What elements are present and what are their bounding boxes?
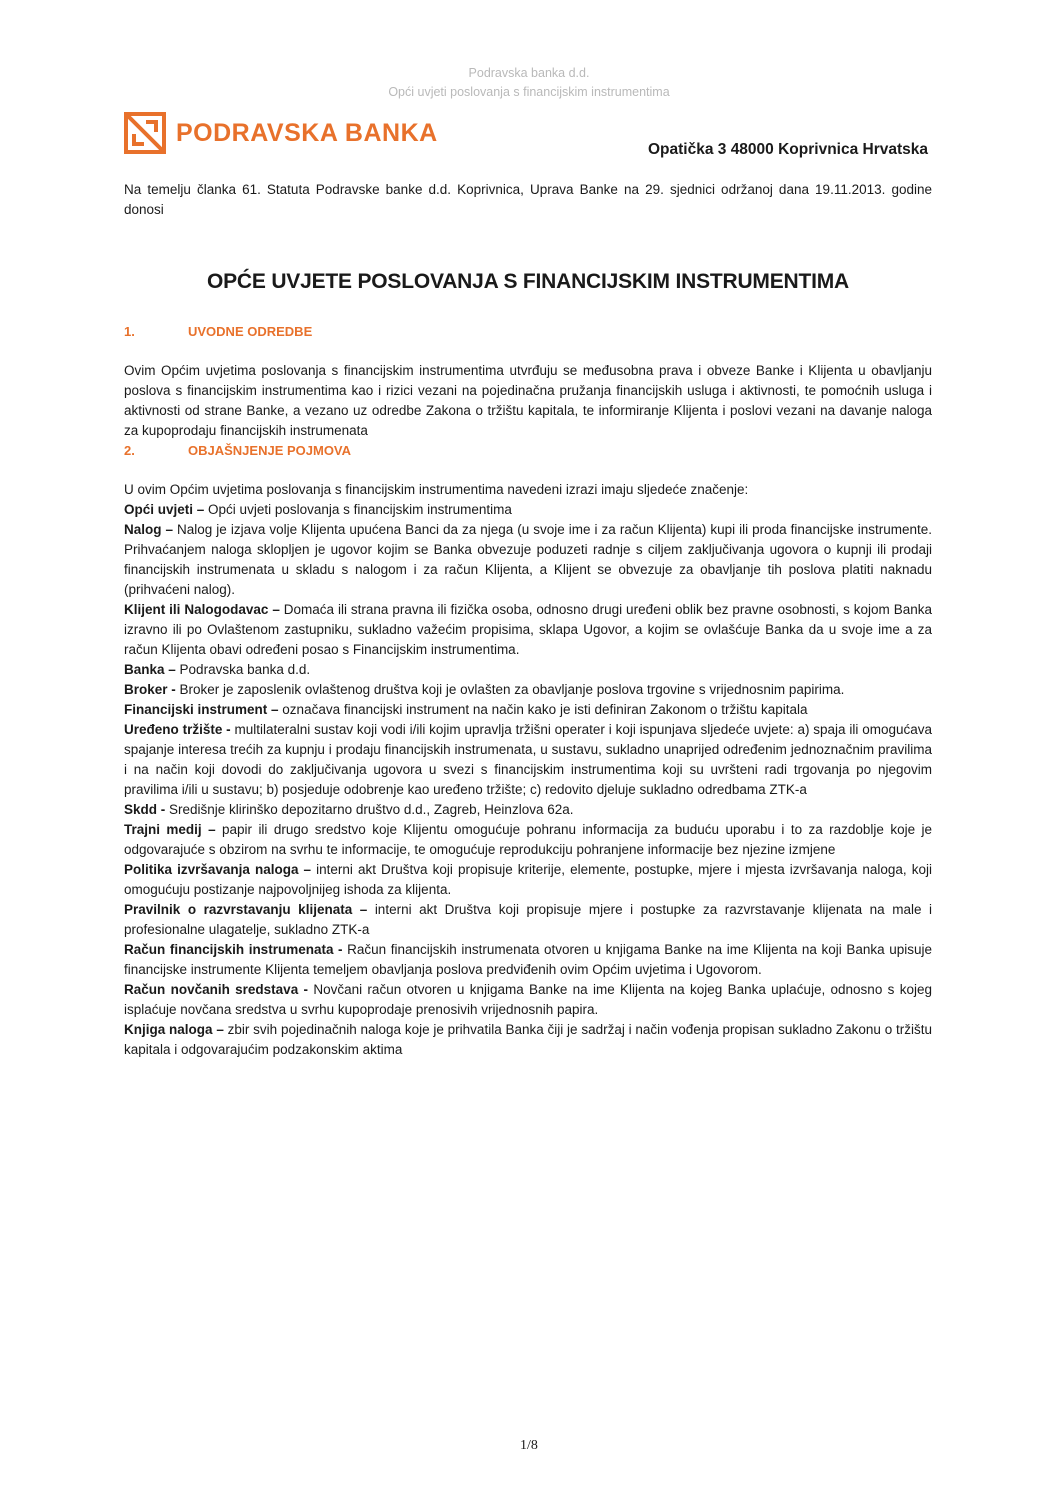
intro-paragraph: Na temelju članka 61. Statuta Podravske banke d.d. Koprivnica, Uprava Banke na 29. sjednici održanoj dana 19.11.2013. godine donosi [124, 182, 932, 217]
definition-term: Klijent ili Nalogodavac [124, 602, 269, 617]
definition-separator: – [267, 702, 283, 717]
running-header-bank: Podravska banka d.d. [468, 66, 590, 80]
definition-separator: - [167, 682, 180, 697]
definition-text: Središnje klirinško depozitarno društvo d.d., Zagreb, Heinzlova 62a. [169, 802, 574, 817]
definition-separator: – [212, 1022, 228, 1037]
definition-separator: - [222, 722, 235, 737]
definition-term: Račun novčanih sredstava [124, 982, 299, 997]
definition-item [124, 680, 932, 700]
definition-separator: – [201, 822, 223, 837]
definition-separator: – [193, 502, 209, 517]
definition-separator: – [164, 662, 180, 677]
definition-text: zbir svih pojedinačnih naloga koje je prihvatila Banka čiji je sadržaj i način vođenja propisan sukladno Zakonu o tržištu kapitala i odgovarajućim podzakonskim aktima [124, 1022, 933, 1057]
podravska-banka-logo-icon [124, 112, 166, 154]
definition-term: Banka [124, 662, 165, 677]
definition-term: Skdd [124, 802, 158, 817]
section-title: OBJAŠNJENJE POJMOVA [188, 443, 352, 458]
definition-separator: – [161, 522, 178, 537]
definition-separator: - [157, 802, 170, 817]
definition-separator: – [352, 902, 375, 917]
definition-text: interni akt Društva koji propisuje mjere i postupke za razvrstavanje klijenata na male i profesionalne ulagatelje, sukladno ZTK-a [124, 902, 933, 937]
definition-item [124, 860, 932, 900]
running-header-doc: Opći uvjeti poslovanja s financijskim instrumentima [388, 85, 670, 99]
definition-item [124, 520, 932, 600]
definition-term: Broker [124, 682, 168, 697]
document-body [124, 180, 932, 1060]
section-number: 2. [124, 443, 135, 458]
definition-text: papir ili drugo sredstvo koje Klijentu omogućuje pohranu informacija za buduću uporabu i to za razdoblje koje je odgovarajuće s obzirom na svrhu te informacije, te omogućuje reprodukciju pohranjene informacije bez njezine izmjene [124, 822, 933, 857]
definition-item [124, 600, 932, 660]
definition-separator: – [268, 602, 284, 617]
definition-text: Opći uvjeti poslovanja s financijskim instrumentima [208, 502, 512, 517]
definition-item [124, 820, 932, 860]
document-title: OPĆE UVJETE POSLOVANJA S FINANCIJSKIM INSTRUMENTIMA [206, 270, 850, 293]
definition-item [124, 660, 932, 680]
definition-term: Politika izvršavanja naloga [124, 862, 299, 877]
definition-text: multilateralni sustav koji vodi i/ili kojim upravlja tržišni operater i koji ispunjava sljedeće uvjete: a) spaja ili omogućava spajanje interesa trećih za kupnju i prodaju financijskih instrumenata, u sustavu, sukladno unaprijed određenim jednoznačnim pravilima i na način koji dovodi do zaključivanja ugovora u svezi s financijskim instrumentima koji su uvršteni radi trgovanja po njegovim pravilima i/ili u sustavu; b) posjeduje odobrenje kao uređeno tržište; c) redovito djeluje sukladno odredbama ZTK-a [124, 722, 932, 797]
definition-text: Broker je zaposlenik ovlaštenog društva koji je ovlašten za obavljanje poslova trgovine s vrijednosnim papirima. [179, 682, 845, 697]
section-number: 1. [124, 324, 135, 339]
definition-term: Uređeno tržište [124, 722, 223, 737]
section-heading [124, 441, 932, 461]
section-paragraph: Ovim Općim uvjetima poslovanja s financijskim instrumentima utvrđuju se međusobna prava i obveze Banke i Klijenta u obavljanju poslova s financijskim instrumentima kao i rizici vezani na pojedinačna pružanja financijskih usluga i aktivnosti, te pomoćnih usluga i aktivnosti od strane Banke, a vezano uz odredbe Zakona o tržištu kapitala, te informiranje Klijenta i poslovi vezani na davanje naloga za kupoprodaju financijskih instrumenata [124, 363, 932, 438]
definition-item [124, 500, 932, 520]
definition-item [124, 940, 932, 980]
definition-text: Račun financijskih instrumenata otvoren u knjigama Banke na ime Klijenta na koji Banka upisuje financijske instrumente Klijenta temeljem obavljanja poslova predviđenih ovim Općim uvjetima i Ugovorom. [124, 942, 933, 977]
definition-text: interni akt Društva koji propisuje kriterije, elemente, postupke, mjere i mjesta izvršavanja naloga, koji omogućuju postizanje najpovoljnijeg ishoda za klijenta. [124, 862, 933, 897]
bank-address: Opatička 3 48000 Koprivnica Hrvatska [647, 141, 928, 158]
definition-term: Opći uvjeti [124, 502, 194, 517]
bank-logo [124, 112, 438, 154]
definition-term: Knjiga naloga [124, 1022, 213, 1037]
definition-item [124, 800, 932, 820]
definition-term: Financijski instrument [124, 702, 268, 717]
definition-text: Domaća ili strana pravna ili fizička osoba, odnosno drugi uređeni oblik bez pravne osobnosti, s kojom Banka izravno ili po Ovlaštenom zastupniku, sukladno važećim propisima, sklapa Ugovor, a kojim se ovlašćuje Banka da u svoje ime a za račun Klijenta obavi određeni posao s Financijskim instrumentima. [124, 602, 932, 657]
definition-separator: – [298, 862, 317, 877]
definition-text: Novčani račun otvoren u knjigama Banke na ime Klijenta na kojeg Banka uplaćuje, odnosno s kojeg isplaćuje novčana sredstva u svrhu kupoprodaje prenosivih vrijednosnih papira. [124, 982, 932, 1017]
definition-item [124, 720, 932, 800]
definition-separator: - [298, 982, 314, 997]
definition-text: označava financijski instrument na način kako je isti definiran Zakonom o tržištu kapitala [282, 702, 808, 717]
section-title: UVODNE ODREDBE [188, 324, 313, 339]
definition-term: Trajni medij [124, 822, 202, 837]
definition-separator: - [333, 942, 348, 957]
definition-term: Pravilnik o razvrstavanju klijenata [124, 902, 353, 917]
page-number: 1/8 [520, 1438, 538, 1453]
running-header [0, 64, 1058, 102]
definition-item [124, 1020, 932, 1060]
definition-term: Račun financijskih instrumenata [124, 942, 334, 957]
section-heading [124, 322, 932, 342]
definitions-list [124, 500, 932, 1060]
logo-text: PODRAVSKA BANKA [176, 118, 438, 147]
definition-text: Podravska banka d.d. [179, 662, 311, 677]
section-paragraph: U ovim Općim uvjetima poslovanja s financijskim instrumentima navedeni izrazi imaju sljedeće značenje: [124, 482, 749, 497]
definition-term: Nalog [124, 522, 162, 537]
definition-item [124, 700, 932, 720]
definition-item [124, 980, 932, 1020]
definition-item [124, 900, 932, 940]
definition-text: Nalog je izjava volje Klijenta upućena Banci da za njega (u svoje ime i za račun Klijenta) kupi ili proda financijske instrumente. Prihvaćanjem naloga sklopljen je ugovor kojim se Banka obvezuje poduzeti radnje s ciljem zaključivanja ugovora o kupnji ili prodaji financijskih instrumenata u skladu s nalogom i za račun Klijenta, a Klijent se obvezuje za obavljanje tih poslova platiti naknadu (prihvaćeni nalog). [124, 522, 932, 597]
